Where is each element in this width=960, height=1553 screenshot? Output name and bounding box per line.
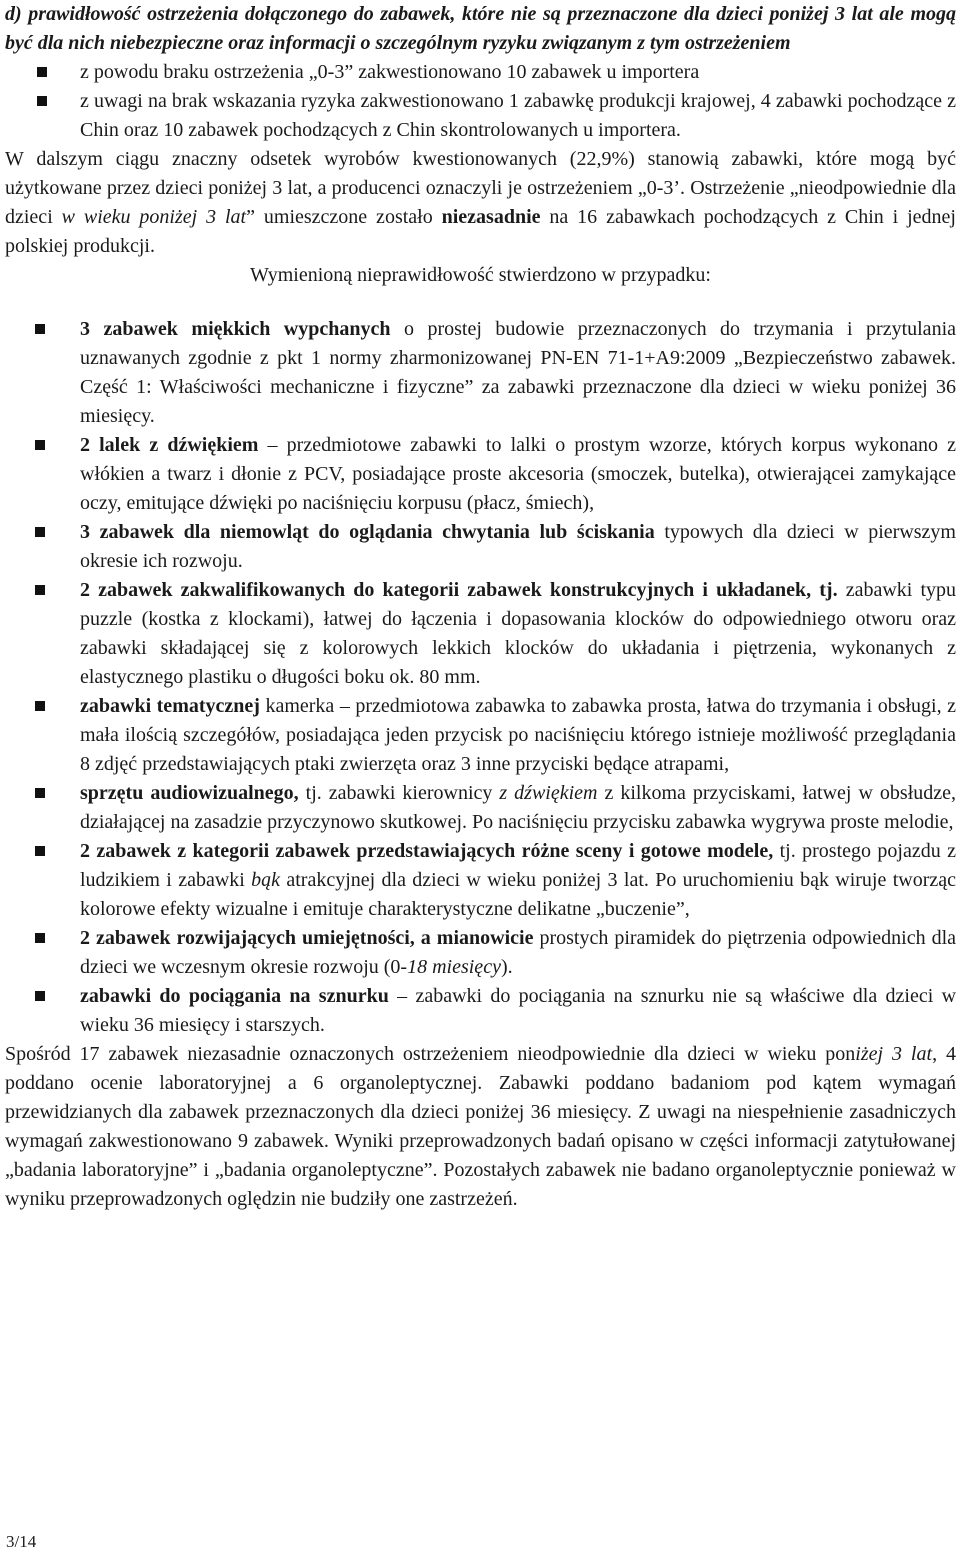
list-item: 2 zabawek z kategorii zabawek przedstawiających różne sceny i gotowe modele, tj. prostego pojazdu z ludzikiem i zabawki bąk atrakcyjnej dla dzieci w wieku poniżej 3 lat. Po uruchomieniu bąk wiruje tworząc kolorowe efekty wizualne i emituje charakterystyczne delikatne „buczenie”,: [5, 837, 956, 924]
square-bullet-icon: [35, 440, 45, 450]
list-item: z uwagi na brak wskazania ryzyka zakwestionowano 1 zabawkę produkcji krajowej, 4 zabawki pochodzące z Chin oraz 10 zabawek pochodzących z Chin skontrolowanych u importera.: [5, 87, 956, 145]
square-bullet-icon: [35, 933, 45, 943]
list-item: z powodu braku ostrzeżenia „0-3” zakwestionowano 10 zabawek u importera: [5, 58, 956, 87]
heading-bullet-list: [5, 58, 956, 145]
square-bullet-icon: [35, 701, 45, 711]
square-bullet-icon: [35, 585, 45, 595]
list-item: 2 zabawek rozwijających umiejętności, a mianowicie prostych piramidek do piętrzenia odpowiednich dla dzieci we wczesnym okresie rozwoju (0-18 miesięcy).: [5, 924, 956, 982]
square-bullet-icon: [35, 527, 45, 537]
list-item: zabawki tematycznej kamerka – przedmiotowa zabawka to zabawka prosta, łatwa do trzymania i obsługi, z mała ilością szczegółów, posiadająca jeden przycisk po naciśnięciu którego istnieje możliwość przeglądania 8 zdjęć przedstawiających ptaki zwierzęta oraz 3 inne przyciski będące atrapami,: [5, 692, 956, 779]
square-bullet-icon: [35, 846, 45, 856]
list-item: sprzętu audiowizualnego, tj. zabawki kierownicy z dźwiękiem z kilkoma przyciskami, łatwej w obsłudze, działającej na zasadzie przyczynowo skutkowej. Po naciśnięciu przycisku zabawka wygrywa proste melodie,: [5, 779, 956, 837]
paragraph-2: Spośród 17 zabawek niezasadnie oznaczonych ostrzeżeniem nieodpowiednie dla dzieci w wieku poniżej 3 lat, 4 poddano ocenie laboratoryjnej a 6 organoleptycznej. Zabawki poddano badaniom pod kątem wymagań przewidzianych dla zabawek przeznaczonych dla dzieci poniżej 36 miesięcy. Z uwagi na niespełnienie zasadniczych wymagań zakwestionowano 9 zabawek. Wyniki przeprowadzonych badań opisano w części informacji zatytułowanej „badania laboratoryjne” i „badania organoleptyczne”. Pozostałych zabawek nie badano organoleptycznie ponieważ w wyniku przeprowadzonych oględzin nie budziły one zastrzeżeń.: [5, 1043, 957, 1210]
square-bullet-icon: [37, 67, 47, 77]
square-bullet-icon: [35, 788, 45, 798]
square-bullet-icon: [35, 324, 45, 334]
document-page: [5, 0, 956, 1214]
toy-bullet-list: [5, 315, 956, 1040]
list-item: 2 lalek z dźwiękiem – przedmiotowe zabawki to lalki o prostym wzorze, których korpus wykonano z włókien a twarz i dłonie z PCV, posiadające proste akcesoria (smoczek, butelka), otwierającei zamykające oczy, emitujące dźwięki po naciśnięciu korpusu (płacz, śmiech),: [5, 431, 956, 518]
square-bullet-icon: [35, 991, 45, 1001]
square-bullet-icon: [37, 96, 47, 106]
list-item: 3 zabawek miękkich wypchanych o prostej budowie przeznaczonych do trzymania i przytulania uznawanych zgodnie z pkt 1 normy zharmonizowanej PN-EN 71-1+A9:2009 „Bezpieczeństwo zabawek. Część 1: Właściwości mechaniczne i fizyczne” za zabawki przeznaczone dla dzieci w wieku poniżej 36 miesięcy.: [5, 315, 956, 431]
list-item: 2 zabawek zakwalifikowanych do kategorii zabawek konstrukcyjnych i układanek, tj. zabawki typu puzzle (kostka z klockami), łatwej do łączenia i dopasowania klocków do odpowiedniego otworu oraz zabawki składającej się z kolorowych lekkich klocków do układania i piętrzenia, wykonanych z elastycznego plastiku o długości boku ok. 80 mm.: [5, 576, 956, 692]
page-number: 3/14: [6, 1532, 37, 1551]
list-item: zabawki do pociągania na sznurku – zabawki do pociągania na sznurku nie są właściwe dla dzieci w wieku 36 miesięcy i starszych.: [5, 982, 956, 1040]
paragraph-1: W dalszym ciągu znaczny odsetek wyrobów kwestionowanych (22,9%) stanowią zabawki, które mogą być użytkowane przez dzieci poniżej 3 lat, a producenci oznaczyli je ostrzeżeniem „0-3’. Ostrzeżenie „nieodpowiednie dla dzieci w wieku poniżej 3 lat” umieszczone zostało niezasadnie na 16 zabawkach pochodzących z Chin i jednej polskiej produkcji.: [5, 148, 956, 257]
section-heading: d) prawidłowość ostrzeżenia dołączonego do zabawek, które nie są przeznaczone dla dzieci poniżej 3 lat ale mogą być dla nich niebezpieczne oraz informacji o szczególnym ryzyku związanym z tym ostrzeżeniem: [5, 3, 956, 54]
list-item: 3 zabawek dla niemowląt do oglądania chwytania lub ściskania typowych dla dzieci w pierwszym okresie ich rozwoju.: [5, 518, 956, 576]
intro-line: Wymienioną nieprawidłowość stwierdzono w przypadku:: [250, 264, 711, 286]
